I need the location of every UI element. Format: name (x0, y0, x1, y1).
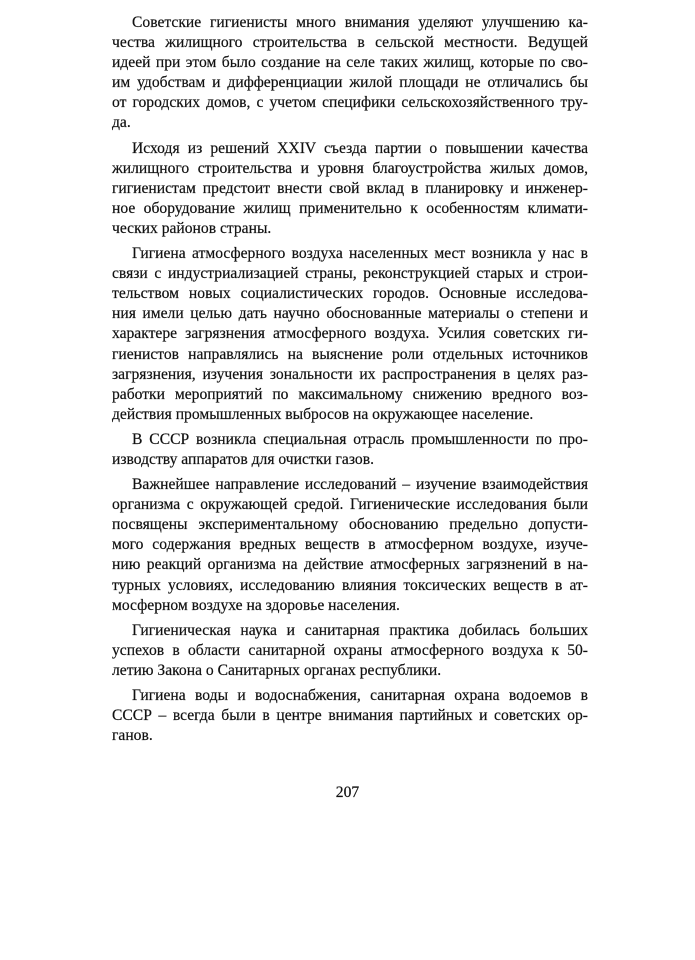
text-line: Исходя из решений XXIV съезда партии о повышении качества (132, 139, 588, 157)
text-line: да. (112, 114, 131, 132)
paragraph (112, 475, 588, 616)
text-line: СССР – всегда были в центре внимания партийных и советских ор- (112, 707, 588, 725)
text-line: посвящены экспериментальному обоснованию предельно допусти- (112, 516, 588, 534)
text-line: ганов. (112, 727, 153, 745)
text-line: загрязнения, изучения зональности их распространения в целях раз- (112, 365, 588, 383)
text-line: Советские гигиенисты много внимания уделяют улучшению ка- (132, 14, 588, 31)
text-line: Гигиеническая наука и санитарная практика добилась больших (132, 621, 588, 639)
text-line: гигиенистам предстоит внести свой вклад в планировку и инженер- (112, 179, 588, 197)
text-line: им удобствам и дифференциации жилой площади не отличались бы (112, 74, 588, 92)
text-line: работки мероприятий по максимальному снижению вредного воз- (112, 385, 588, 403)
body-text (112, 13, 588, 746)
page-number: 207 (335, 784, 360, 801)
text-line: мосферном воздухе на здоровье населения. (112, 596, 400, 614)
paragraph (112, 686, 588, 746)
text-line: ческих районов страны. (112, 219, 272, 237)
text-line: идеей при этом было создание на селе таких жилищ, которые по сво- (112, 54, 588, 72)
text-line: В СССР возникла специальная отрасль промышленности по про- (132, 430, 588, 448)
text-line: действия промышленных выбросов на окружающее население. (112, 405, 534, 423)
text-line: мого содержания вредных веществ в атмосферном воздухе, изуче- (112, 536, 588, 554)
paragraph (112, 13, 588, 134)
text-line: изводству аппаратов для очистки газов. (112, 450, 374, 468)
text-line: тельством новых социалистических городов. Основные исследова- (112, 285, 588, 303)
paragraph (112, 244, 588, 425)
text-line: характере загрязнения атмосферного воздуха. Усилия советских ги- (112, 325, 588, 343)
text-line: ное оборудование жилищ применительно к особенностям климати- (112, 199, 588, 217)
text-line: Гигиена атмосферного воздуха населенных мест возникла у нас в (132, 245, 588, 263)
text-line: жилищного строительства и уровня благоустройства жилых домов, (112, 159, 588, 177)
text-line: связи с индустриализацией страны, реконструкцией старых и строи- (112, 265, 588, 283)
text-line: чества жилищного строительства в сельской местности. Ведущей (112, 34, 588, 52)
paragraph (112, 430, 588, 470)
text-line: от городских домов, с учетом специфики сельскохозяйственного тру- (112, 94, 588, 112)
text-line: успехов в области санитарной охраны атмосферного воздуха к 50- (112, 641, 588, 659)
text-line: Гигиена воды и водоснабжения, санитарная охрана водоемов в (132, 687, 588, 704)
paragraph (112, 621, 588, 681)
text-line: нию реакций организма на действие атмосферных загрязнений в на- (112, 556, 588, 574)
text-line: гиенистов направлялись на выяснение роли отдельных источников (112, 345, 588, 363)
text-line: летию Закона о Санитарных органах республики. (112, 661, 442, 679)
text-line: ния имели целью дать научно обоснованные материалы о степени и (112, 305, 588, 323)
text-line: организма с окружающей средой. Гигиенические исследования были (112, 496, 588, 514)
text-line: турных условиях, исследованию влияния токсических веществ в ат- (112, 576, 588, 594)
text-line: Важнейшее направление исследований – изучение взаимодействия (132, 476, 588, 494)
paragraph (112, 139, 588, 239)
